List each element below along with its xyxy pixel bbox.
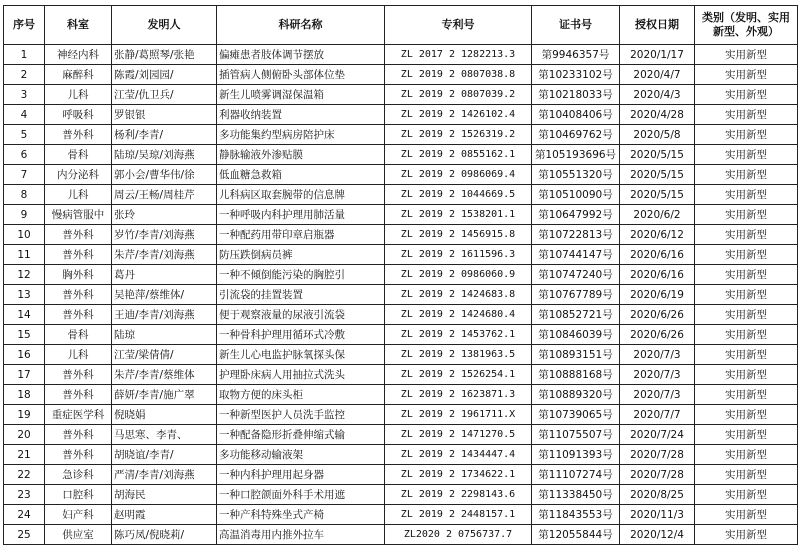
cell-grant-date: 2020/11/3: [620, 505, 695, 525]
cell-patent-no: ZL 2019 2 1526319.2: [385, 125, 532, 145]
cell-grant-date: 2020/5/15: [620, 185, 695, 205]
cell-category: 实用新型: [695, 425, 798, 445]
cell-seq: 23: [4, 485, 45, 505]
cell-dept: 妇产科: [45, 505, 112, 525]
cell-cert-no: 第10469762号: [532, 125, 620, 145]
header-inventor: 发明人: [112, 6, 217, 45]
cell-dept: 普外科: [45, 225, 112, 245]
table-row: [4, 365, 798, 385]
cell-grant-date: 2020/7/28: [620, 445, 695, 465]
cell-dept: 重症医学科: [45, 405, 112, 425]
table-row: [4, 405, 798, 425]
cell-category: 实用新型: [695, 65, 798, 85]
cell-cert-no: 第10551320号: [532, 165, 620, 185]
cell-name: 新生儿喷雾调湿保温箱: [217, 85, 385, 105]
cell-name: 一种产科特殊坐式产椅: [217, 505, 385, 525]
cell-patent-no: ZL 2019 2 1734622.1: [385, 465, 532, 485]
table-row: [4, 325, 798, 345]
cell-grant-date: 2020/6/16: [620, 245, 695, 265]
table-row: [4, 485, 798, 505]
cell-cert-no: 第10747240号: [532, 265, 620, 285]
cell-inventor: 岁竹/李青/刘海燕: [112, 225, 217, 245]
table-header-row: [4, 6, 798, 45]
cell-seq: 19: [4, 405, 45, 425]
cell-category: 实用新型: [695, 325, 798, 345]
cell-seq: 6: [4, 145, 45, 165]
cell-seq: 2: [4, 65, 45, 85]
cell-name: 多功能集约型病房陪护床: [217, 125, 385, 145]
cell-inventor: 陆琼/吴琼/刘海燕: [112, 145, 217, 165]
cell-name: 取物方便的床头柜: [217, 385, 385, 405]
cell-grant-date: 2020/6/26: [620, 305, 695, 325]
cell-cert-no: 第11107274号: [532, 465, 620, 485]
cell-seq: 8: [4, 185, 45, 205]
table-row: [4, 425, 798, 445]
cell-seq: 17: [4, 365, 45, 385]
table-row: [4, 85, 798, 105]
cell-dept: 神经内科: [45, 45, 112, 65]
cell-dept: 慢病管服中: [45, 205, 112, 225]
cell-dept: 口腔科: [45, 485, 112, 505]
cell-grant-date: 2020/7/3: [620, 365, 695, 385]
cell-inventor: 葛丹: [112, 265, 217, 285]
cell-inventor: 倪晓娟: [112, 405, 217, 425]
cell-seq: 14: [4, 305, 45, 325]
cell-category: 实用新型: [695, 205, 798, 225]
cell-dept: 胸外科: [45, 265, 112, 285]
cell-cert-no: 第12055844号: [532, 525, 620, 545]
cell-seq: 10: [4, 225, 45, 245]
cell-name: 儿科病区取套腕带的信息牌: [217, 185, 385, 205]
cell-cert-no: 第10739065号: [532, 405, 620, 425]
cell-patent-no: ZL2020 2 0756737.7: [385, 525, 532, 545]
cell-category: 实用新型: [695, 505, 798, 525]
cell-patent-no: ZL 2019 2 1044669.5: [385, 185, 532, 205]
cell-inventor: 杨利/李青/: [112, 125, 217, 145]
table-row: [4, 165, 798, 185]
cell-grant-date: 2020/7/3: [620, 345, 695, 365]
cell-patent-no: ZL 2019 2 1456915.8: [385, 225, 532, 245]
header-seq: 序号: [4, 6, 45, 45]
cell-category: 实用新型: [695, 45, 798, 65]
cell-name: 一种内科护理用起身器: [217, 465, 385, 485]
cell-grant-date: 2020/6/26: [620, 325, 695, 345]
cell-dept: 内分泌科: [45, 165, 112, 185]
cell-inventor: 王迪/李青/刘海燕: [112, 305, 217, 325]
table-row: [4, 245, 798, 265]
cell-inventor: 陈巧凤/倪晓莉/: [112, 525, 217, 545]
cell-patent-no: ZL 2019 2 1471270.5: [385, 425, 532, 445]
cell-grant-date: 2020/6/19: [620, 285, 695, 305]
header-patent-no: 专利号: [385, 6, 532, 45]
cell-category: 实用新型: [695, 305, 798, 325]
cell-seq: 4: [4, 105, 45, 125]
cell-patent-no: ZL 2019 2 1623871.3: [385, 385, 532, 405]
cell-seq: 5: [4, 125, 45, 145]
table-row: [4, 45, 798, 65]
cell-name: 偏瘫患者肢体调节摆放: [217, 45, 385, 65]
cell-seq: 9: [4, 205, 45, 225]
cell-inventor: 张玲: [112, 205, 217, 225]
cell-inventor: 陈霞/刘园园/: [112, 65, 217, 85]
cell-dept: 普外科: [45, 445, 112, 465]
cell-category: 实用新型: [695, 225, 798, 245]
cell-dept: 普外科: [45, 385, 112, 405]
table-body: [4, 45, 798, 545]
cell-cert-no: 第10218033号: [532, 85, 620, 105]
cell-seq: 15: [4, 325, 45, 345]
table-row: [4, 505, 798, 525]
cell-inventor: 吴艳萍/蔡维体/: [112, 285, 217, 305]
cell-cert-no: 第10852721号: [532, 305, 620, 325]
cell-category: 实用新型: [695, 365, 798, 385]
cell-patent-no: ZL 2019 2 1424683.8: [385, 285, 532, 305]
header-dept: 科室: [45, 6, 112, 45]
cell-inventor: 朱芹/李青/蔡维体: [112, 365, 217, 385]
cell-inventor: 马思寒、李青、: [112, 425, 217, 445]
cell-inventor: 江莹/梁倩倩/: [112, 345, 217, 365]
cell-name: 一种不倾倒能污染的胸腔引: [217, 265, 385, 285]
cell-patent-no: ZL 2019 2 1381963.5: [385, 345, 532, 365]
cell-patent-no: ZL 2019 2 1961711.X: [385, 405, 532, 425]
cell-seq: 18: [4, 385, 45, 405]
cell-seq: 22: [4, 465, 45, 485]
cell-category: 实用新型: [695, 125, 798, 145]
cell-seq: 13: [4, 285, 45, 305]
cell-patent-no: ZL 2019 2 1453762.1: [385, 325, 532, 345]
cell-cert-no: 第11843553号: [532, 505, 620, 525]
cell-patent-no: ZL 2019 2 1538201.1: [385, 205, 532, 225]
cell-name: 插管病人侧俯卧头部体位垫: [217, 65, 385, 85]
cell-grant-date: 2020/8/25: [620, 485, 695, 505]
table-row: [4, 285, 798, 305]
cell-dept: 麻醉科: [45, 65, 112, 85]
table-row: [4, 345, 798, 365]
cell-dept: 普外科: [45, 365, 112, 385]
cell-name: 一种新型医护人员洗手监控: [217, 405, 385, 425]
cell-inventor: 朱芹/李青/刘海燕: [112, 245, 217, 265]
cell-name: 一种配药用带印章启瓶器: [217, 225, 385, 245]
cell-name: 一种呼吸内科护理用肺活量: [217, 205, 385, 225]
cell-cert-no: 第9946357号: [532, 45, 620, 65]
cell-patent-no: ZL 2019 2 0855162.1: [385, 145, 532, 165]
cell-seq: 1: [4, 45, 45, 65]
cell-cert-no: 第10744147号: [532, 245, 620, 265]
cell-cert-no: 第10233102号: [532, 65, 620, 85]
cell-inventor: 陆琼: [112, 325, 217, 345]
cell-inventor: 赵明霞: [112, 505, 217, 525]
cell-name: 利器收纳装置: [217, 105, 385, 125]
cell-patent-no: ZL 2019 2 1526254.1: [385, 365, 532, 385]
table-row: [4, 385, 798, 405]
header-name: 科研名称: [217, 6, 385, 45]
cell-name: 低血糖急救箱: [217, 165, 385, 185]
cell-grant-date: 2020/5/8: [620, 125, 695, 145]
cell-grant-date: 2020/6/12: [620, 225, 695, 245]
cell-seq: 21: [4, 445, 45, 465]
cell-patent-no: ZL 2019 2 0807039.2: [385, 85, 532, 105]
cell-dept: 普外科: [45, 245, 112, 265]
cell-patent-no: ZL 2019 2 1434447.4: [385, 445, 532, 465]
cell-patent-no: ZL 2019 2 0807038.8: [385, 65, 532, 85]
cell-cert-no: 第10889320号: [532, 385, 620, 405]
cell-name: 一种配备隐形折叠伸缩式输: [217, 425, 385, 445]
cell-cert-no: 第10722813号: [532, 225, 620, 245]
cell-cert-no: 第10846039号: [532, 325, 620, 345]
cell-cert-no: 第11338450号: [532, 485, 620, 505]
cell-name: 高温消毒用内推外拉车: [217, 525, 385, 545]
cell-seq: 11: [4, 245, 45, 265]
cell-seq: 7: [4, 165, 45, 185]
cell-seq: 25: [4, 525, 45, 545]
cell-cert-no: 第10893151号: [532, 345, 620, 365]
table-row: [4, 445, 798, 465]
cell-dept: 呼吸科: [45, 105, 112, 125]
cell-seq: 16: [4, 345, 45, 365]
cell-category: 实用新型: [695, 185, 798, 205]
cell-category: 实用新型: [695, 345, 798, 365]
header-category: 类别（发明、实用新型、外观）: [695, 6, 798, 45]
cell-grant-date: 2020/4/3: [620, 85, 695, 105]
cell-cert-no: 第11075507号: [532, 425, 620, 445]
table-row: [4, 185, 798, 205]
cell-category: 实用新型: [695, 245, 798, 265]
cell-name: 防压跌倒病员裤: [217, 245, 385, 265]
cell-name: 一种骨科护理用循环式冷敷: [217, 325, 385, 345]
cell-category: 实用新型: [695, 445, 798, 465]
cell-cert-no: 第10767789号: [532, 285, 620, 305]
cell-category: 实用新型: [695, 165, 798, 185]
cell-patent-no: ZL 2019 2 1611596.3: [385, 245, 532, 265]
cell-grant-date: 2020/5/15: [620, 145, 695, 165]
cell-seq: 12: [4, 265, 45, 285]
table-row: [4, 145, 798, 165]
cell-dept: 供应室: [45, 525, 112, 545]
cell-patent-no: ZL 2019 2 0986069.4: [385, 165, 532, 185]
cell-patent-no: ZL 2017 2 1282213.3: [385, 45, 532, 65]
cell-cert-no: 第105193696号: [532, 145, 620, 165]
cell-grant-date: 2020/12/4: [620, 525, 695, 545]
cell-cert-no: 第10408406号: [532, 105, 620, 125]
cell-cert-no: 第10888168号: [532, 365, 620, 385]
cell-grant-date: 2020/1/17: [620, 45, 695, 65]
cell-name: 新生儿心电监护脉氧探头保: [217, 345, 385, 365]
cell-name: 一种口腔颌面外科手术用遮: [217, 485, 385, 505]
cell-grant-date: 2020/5/15: [620, 165, 695, 185]
table-row: [4, 465, 798, 485]
cell-seq: 3: [4, 85, 45, 105]
header-cert-no: 证书号: [532, 6, 620, 45]
cell-category: 实用新型: [695, 85, 798, 105]
cell-name: 静脉输液外渗贴膜: [217, 145, 385, 165]
table-row: [4, 525, 798, 545]
cell-category: 实用新型: [695, 485, 798, 505]
cell-dept: 普外科: [45, 285, 112, 305]
cell-name: 多功能移动输液架: [217, 445, 385, 465]
cell-dept: 儿科: [45, 185, 112, 205]
cell-patent-no: ZL 2019 2 1426102.4: [385, 105, 532, 125]
table-row: [4, 125, 798, 145]
cell-category: 实用新型: [695, 525, 798, 545]
cell-category: 实用新型: [695, 105, 798, 125]
cell-inventor: 严清/李青/刘海燕: [112, 465, 217, 485]
cell-dept: 普外科: [45, 125, 112, 145]
table-row: [4, 305, 798, 325]
cell-dept: 普外科: [45, 305, 112, 325]
cell-category: 实用新型: [695, 285, 798, 305]
cell-patent-no: ZL 2019 2 2298143.6: [385, 485, 532, 505]
cell-name: 便于观察液量的尿液引流袋: [217, 305, 385, 325]
cell-cert-no: 第10510090号: [532, 185, 620, 205]
cell-inventor: 江莹/仇卫兵/: [112, 85, 217, 105]
cell-dept: 骨科: [45, 325, 112, 345]
cell-category: 实用新型: [695, 145, 798, 165]
cell-inventor: 郭小会/曹华伟/徐: [112, 165, 217, 185]
cell-grant-date: 2020/7/3: [620, 385, 695, 405]
table-row: [4, 65, 798, 85]
cell-category: 实用新型: [695, 405, 798, 425]
cell-dept: 儿科: [45, 85, 112, 105]
table-row: [4, 225, 798, 245]
cell-name: 护理卧床病人用抽拉式洗头: [217, 365, 385, 385]
cell-cert-no: 第11091393号: [532, 445, 620, 465]
cell-dept: 急诊科: [45, 465, 112, 485]
cell-grant-date: 2020/4/28: [620, 105, 695, 125]
header-grant-date: 授权日期: [620, 6, 695, 45]
cell-dept: 骨科: [45, 145, 112, 165]
cell-inventor: 周云/王畅/周桂芹: [112, 185, 217, 205]
cell-grant-date: 2020/6/2: [620, 205, 695, 225]
cell-seq: 20: [4, 425, 45, 445]
patent-table: [3, 5, 798, 545]
cell-inventor: 罗银银: [112, 105, 217, 125]
table-row: [4, 105, 798, 125]
cell-category: 实用新型: [695, 265, 798, 285]
cell-dept: 儿科: [45, 345, 112, 365]
cell-patent-no: ZL 2019 2 0986060.9: [385, 265, 532, 285]
table-row: [4, 205, 798, 225]
table-row: [4, 265, 798, 285]
cell-category: 实用新型: [695, 465, 798, 485]
cell-inventor: 胡晓谊/李青/: [112, 445, 217, 465]
cell-category: 实用新型: [695, 385, 798, 405]
cell-cert-no: 第10647992号: [532, 205, 620, 225]
cell-inventor: 薛妍/李青/施广翠: [112, 385, 217, 405]
cell-patent-no: ZL 2019 2 1424680.4: [385, 305, 532, 325]
cell-patent-no: ZL 2019 2 2448157.1: [385, 505, 532, 525]
cell-grant-date: 2020/7/28: [620, 465, 695, 485]
cell-grant-date: 2020/4/7: [620, 65, 695, 85]
cell-inventor: 胡海民: [112, 485, 217, 505]
cell-grant-date: 2020/7/24: [620, 425, 695, 445]
cell-dept: 普外科: [45, 425, 112, 445]
cell-grant-date: 2020/6/16: [620, 265, 695, 285]
cell-inventor: 张静/葛照琴/张艳: [112, 45, 217, 65]
cell-name: 引流袋的挂置装置: [217, 285, 385, 305]
cell-seq: 24: [4, 505, 45, 525]
cell-grant-date: 2020/7/7: [620, 405, 695, 425]
